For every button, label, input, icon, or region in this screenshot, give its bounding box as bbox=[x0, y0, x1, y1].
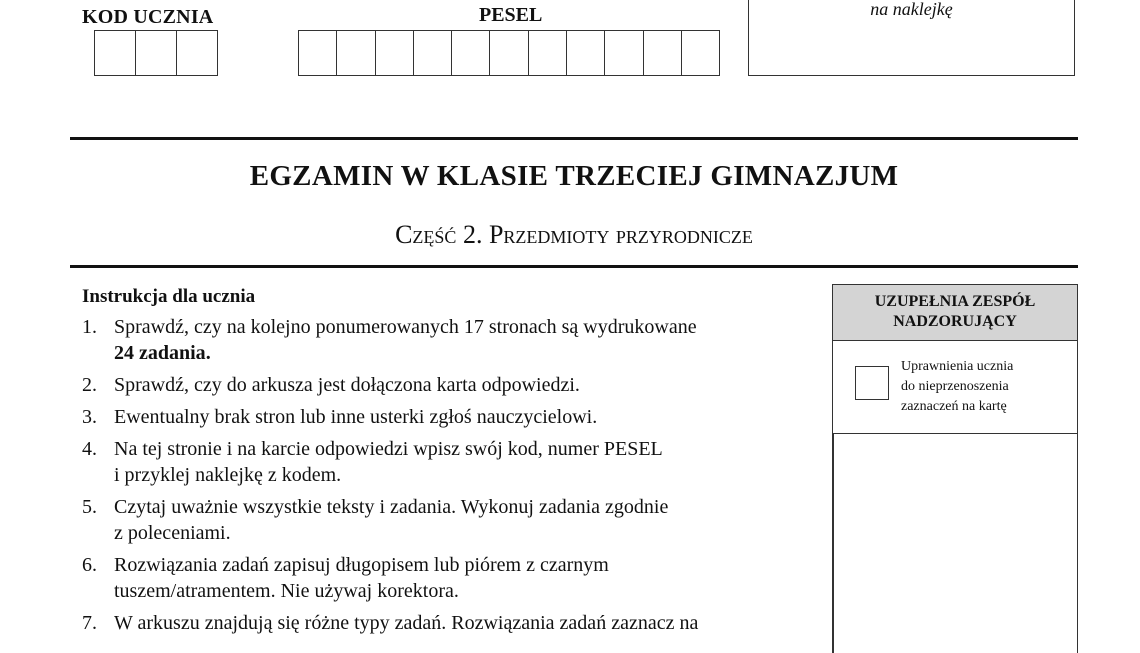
student-code-cell[interactable] bbox=[136, 30, 177, 76]
instruction-item bbox=[82, 610, 802, 636]
divider-bottom bbox=[70, 265, 1078, 268]
exam-title: EGZAMIN W KLASIE TRZECIEJ GIMNAZJUM bbox=[249, 160, 899, 192]
pesel-cell[interactable] bbox=[644, 30, 682, 76]
instruction-text: Rozwiązania zadań zapisuj długopisem lub piórem z czarnym bbox=[114, 554, 609, 576]
pesel-boxes[interactable] bbox=[298, 30, 720, 76]
pesel-cell[interactable] bbox=[490, 30, 528, 76]
student-code-boxes[interactable] bbox=[94, 30, 218, 76]
proctor-column-border-left bbox=[832, 433, 834, 653]
instructions bbox=[82, 286, 802, 642]
student-code-cell[interactable] bbox=[95, 30, 136, 76]
instruction-item bbox=[82, 314, 802, 366]
instruction-bold: 24 zadania bbox=[114, 342, 206, 364]
pesel-cell[interactable] bbox=[605, 30, 643, 76]
pesel-cell[interactable] bbox=[682, 30, 720, 76]
pesel-cell[interactable] bbox=[337, 30, 375, 76]
instructions-list bbox=[82, 314, 802, 636]
instruction-item bbox=[82, 494, 802, 546]
instruction-item bbox=[82, 552, 802, 604]
instruction-number: 6. bbox=[82, 554, 97, 576]
dyslexia-checkbox[interactable] bbox=[855, 366, 889, 400]
proctor-column-border-right bbox=[1077, 433, 1079, 653]
proctor-heading bbox=[833, 285, 1077, 341]
pesel-cell[interactable] bbox=[529, 30, 567, 76]
sticker-text: na naklejkę bbox=[870, 0, 953, 19]
instruction-item bbox=[82, 436, 802, 488]
instruction-text: Ewentualny brak stron lub inne usterki zgłoś nauczycielowi. bbox=[114, 406, 598, 428]
instruction-text: Sprawdź, czy na kolejno ponumerowanych 17 stronach są wydrukowane bbox=[114, 316, 697, 338]
instruction-number: 1. bbox=[82, 316, 97, 338]
instruction-number: 3. bbox=[82, 406, 97, 428]
pesel-label: PESEL bbox=[479, 4, 543, 26]
instruction-item bbox=[82, 404, 802, 430]
pesel-cell[interactable] bbox=[452, 30, 490, 76]
proctor-heading-line2: NADZORUJĄCY bbox=[893, 313, 1017, 330]
pesel-cell[interactable] bbox=[299, 30, 337, 76]
instruction-number: 2. bbox=[82, 374, 97, 396]
proctor-option-line2: do nieprzenoszenia bbox=[901, 379, 1009, 394]
instruction-text: Czytaj uważnie wszystkie teksty i zadania. Wykonuj zadania zgodnie bbox=[114, 496, 669, 518]
instruction-number: 5. bbox=[82, 496, 97, 518]
sticker-area bbox=[748, 0, 1075, 76]
proctor-option-label bbox=[901, 357, 1061, 417]
instruction-text: Sprawdź, czy do arkusza jest dołączona karta odpowiedzi. bbox=[114, 374, 580, 396]
instruction-text-line2: tuszem/atramentem. Nie używaj korektora. bbox=[114, 580, 459, 602]
divider-top bbox=[70, 137, 1078, 140]
student-code-cell[interactable] bbox=[177, 30, 218, 76]
instruction-text-line2: z poleceniami. bbox=[114, 522, 231, 544]
pesel-cell[interactable] bbox=[376, 30, 414, 76]
instruction-bold-after: . bbox=[205, 342, 211, 364]
proctor-option-line3: zaznaczeń na kartę bbox=[901, 399, 1007, 414]
instruction-number: 4. bbox=[82, 438, 97, 460]
pesel-cell[interactable] bbox=[567, 30, 605, 76]
exam-subtitle: Część 2. Przedmioty przyrodnicze bbox=[395, 220, 753, 249]
proctor-box bbox=[832, 284, 1078, 434]
instructions-heading: Instrukcja dla ucznia bbox=[82, 286, 256, 307]
student-code-label: KOD UCZNIA bbox=[82, 6, 214, 28]
pesel-cell[interactable] bbox=[414, 30, 452, 76]
instruction-text-line2: i przyklej naklejkę z kodem. bbox=[114, 464, 342, 486]
proctor-option-line1: Uprawnienia ucznia bbox=[901, 359, 1014, 374]
instruction-text: Na tej stronie i na karcie odpowiedzi wpisz swój kod, numer PESEL bbox=[114, 438, 663, 460]
instruction-item bbox=[82, 372, 802, 398]
instruction-number: 7. bbox=[82, 612, 97, 634]
instruction-text: W arkuszu znajdują się różne typy zadań. Rozwiązania zadań zaznacz na bbox=[114, 612, 699, 634]
proctor-heading-line1: UZUPEŁNIA ZESPÓŁ bbox=[874, 293, 1036, 310]
